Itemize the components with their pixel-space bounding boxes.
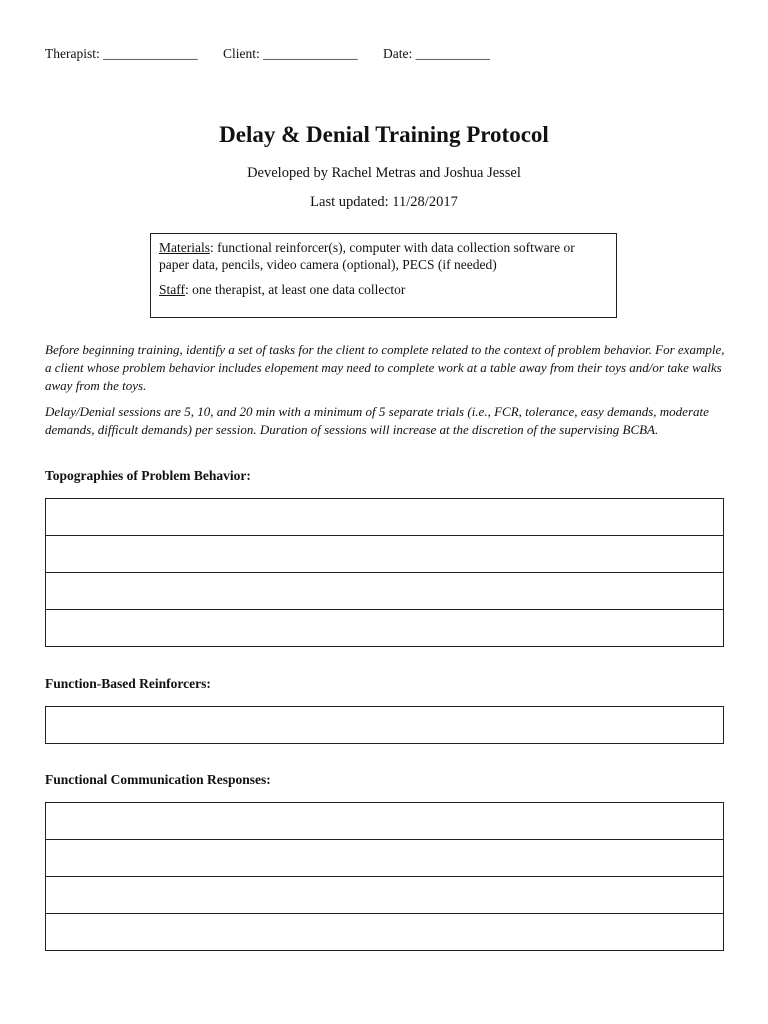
table-row — [46, 499, 724, 536]
topography-cell[interactable] — [46, 573, 724, 610]
fcr-cell[interactable] — [46, 803, 724, 840]
topography-cell[interactable] — [46, 610, 724, 647]
topography-cell[interactable] — [46, 536, 724, 573]
intro-paragraph-2: Delay/Denial sessions are 5, 10, and 20 min with a minimum of 5 separate trials (i.e., FCR, tolerance, easy demands, moderate demands, difficult demands) per session. Duration of sessions will increase at the discretion of the supervising BCBA. — [45, 404, 709, 437]
table-row — [46, 803, 724, 840]
table-row — [46, 573, 724, 610]
document-authors: Developed by Rachel Metras and Joshua Jessel — [247, 165, 521, 181]
materials-line — [159, 239, 608, 273]
fcr-table — [45, 802, 724, 951]
fcr-cell[interactable] — [46, 877, 724, 914]
topographies-table — [45, 498, 724, 647]
table-row — [46, 707, 724, 744]
document-title: Delay & Denial Training Protocol — [219, 122, 549, 147]
reinforcer-cell[interactable] — [46, 707, 724, 744]
client-field: Client: ______________ — [222, 46, 358, 61]
table-row — [46, 840, 724, 877]
date-field: Date: ___________ — [382, 46, 490, 61]
materials-label: Materials — [159, 240, 210, 255]
staff-text: : one therapist, at least one data collector — [185, 282, 406, 297]
staff-label: Staff — [159, 282, 185, 297]
table-row — [46, 536, 724, 573]
function-reinforcers-table — [45, 706, 724, 744]
last-updated: Last updated: 11/28/2017 — [310, 194, 458, 210]
materials-text: : functional reinforcer(s), computer with data collection software or paper data, pencils, video camera (optional), PECS (if needed) — [159, 240, 575, 272]
header-row — [45, 46, 490, 62]
topography-cell[interactable] — [46, 499, 724, 536]
fcr-cell[interactable] — [46, 840, 724, 877]
materials-box — [150, 233, 617, 318]
topographies-heading: Topographies of Problem Behavior: — [45, 468, 251, 483]
table-row — [46, 610, 724, 647]
function-reinforcers-heading: Function-Based Reinforcers: — [45, 676, 211, 691]
therapist-field: Therapist: ______________ — [45, 46, 198, 61]
table-row — [46, 877, 724, 914]
fcr-heading: Functional Communication Responses: — [45, 772, 271, 787]
staff-line — [159, 281, 608, 298]
intro-paragraph-1: Before beginning training, identify a set of tasks for the client to complete related to the context of problem behavior. For example, a client whose problem behavior includes elopement may need to complete work at a table away from their toys and/or take walks away from the toys. — [45, 342, 725, 393]
table-row — [46, 914, 724, 951]
fcr-cell[interactable] — [46, 914, 724, 951]
